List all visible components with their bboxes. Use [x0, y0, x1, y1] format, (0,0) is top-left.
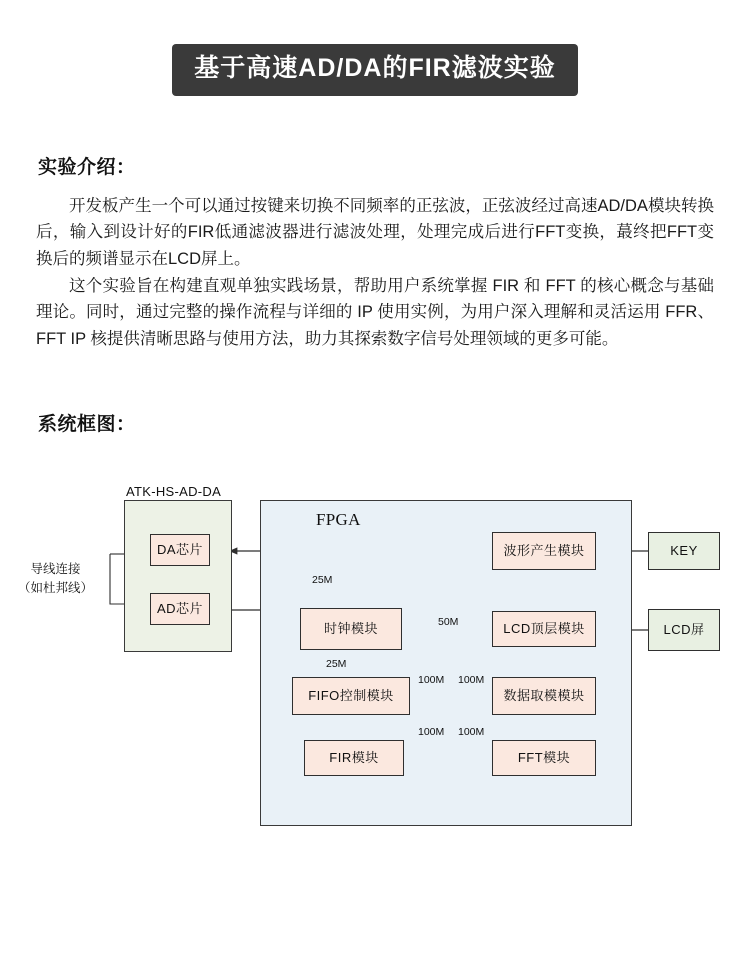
- node-key: KEY: [648, 532, 720, 570]
- edge-label-100m-d: 100M: [458, 725, 485, 738]
- edge-label-25m-bottom: 25M: [326, 657, 347, 670]
- edge-label-100m-b: 100M: [458, 673, 485, 686]
- title-container: [36, 44, 714, 96]
- group-label-fpga: FPGA: [316, 509, 361, 529]
- section-heading-block-diagram: 系统框图：: [38, 413, 136, 435]
- document-page: [0, 44, 750, 962]
- node-lcd-top-module: LCD顶层模块: [492, 611, 596, 647]
- node-da-chip: DA芯片: [150, 534, 210, 566]
- node-ad-chip: AD芯片: [150, 593, 210, 625]
- page-title: 基于高速AD/DA的FIR滤波实验: [172, 44, 577, 96]
- edge-label-50m: 50M: [438, 615, 459, 628]
- node-data-fetch-module: 数据取模模块: [492, 677, 596, 715]
- node-fft-module: FFT模块: [492, 740, 596, 776]
- edge-label-100m-c: 100M: [418, 725, 445, 738]
- edge-label-25m-top: 25M: [312, 573, 333, 586]
- node-fir-module: FIR模块: [304, 740, 404, 776]
- intro-paragraph-1: 开发板产生一个可以通过按键来切换不同频率的正弦波，正弦波经过高速AD/DA模块转换后，输入到设计好的FIR低通滤波器进行滤波处理，处理完成后进行FFT变换，蕞终把FFT变换后的频谱显示在LCD屏上。: [36, 196, 714, 268]
- edge-label-100m-a: 100M: [418, 673, 445, 686]
- node-clock-module: 时钟模块: [300, 608, 402, 650]
- group-label-ad-da: ATK-HS-AD-DA: [126, 483, 222, 499]
- node-wave-generator: 波形产生模块: [492, 532, 596, 570]
- side-note-line-2: （如杜邦线）: [18, 580, 94, 595]
- node-lcd-screen: LCD屏: [648, 609, 720, 651]
- node-fifo-control-module: FIFO控制模块: [292, 677, 410, 715]
- side-note-line-1: 导线连接: [30, 561, 81, 576]
- group-ad-da-board: [124, 500, 232, 652]
- section-heading-intro: 实验介绍：: [38, 156, 136, 178]
- system-block-diagram: [14, 478, 730, 828]
- intro-paragraph-2: 这个实验旨在构建直观单独实践场景，帮助用户系统掌握 FIR 和 FFT 的核心概念与基础理论。同时，通过完整的操作流程与详细的 IP 使用实例，为用户深入理解和灵活运用 FFR、FFT IP 核提供清晰思路与使用方法，助力其探索数字信号处理领域的更多可能。: [36, 276, 714, 349]
- side-note-wire-connection: [18, 560, 93, 598]
